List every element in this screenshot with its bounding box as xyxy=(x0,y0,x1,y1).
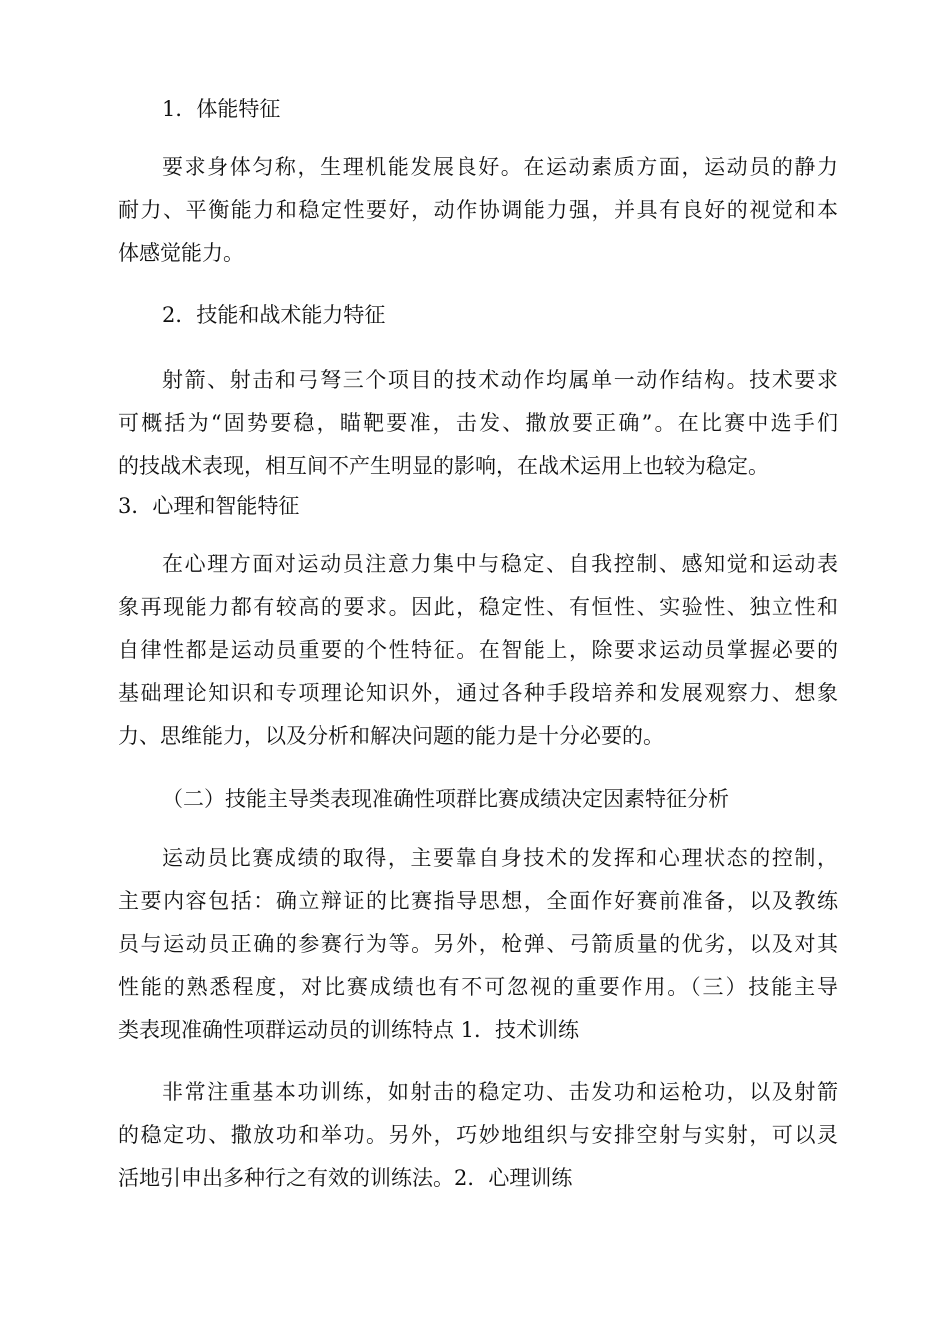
paragraph-line: 性能的熟悉程度，对比赛成绩也有不可忽视的重要作用。（三）技能主导 xyxy=(118,975,838,999)
paragraph-determinants xyxy=(118,837,838,1052)
paragraph-line: 在心理方面对运动员注意力集中与稳定、自我控制、感知觉和运动表 xyxy=(162,552,838,576)
section-heading-determinants xyxy=(118,778,838,821)
heading-skill-tactics xyxy=(118,294,838,337)
paragraph-line: 基础理论知识和专项理论知识外，通过各种手段培养和发展观察力、想象 xyxy=(118,681,838,705)
paragraph-line: 类表现准确性项群运动员的训练特点 1．技术训练 xyxy=(118,1018,580,1042)
heading-text: 1．体能特征 xyxy=(162,97,281,121)
paragraph-line: 象再现能力都有较高的要求。因此，稳定性、有恒性、实验性、独立性和 xyxy=(118,595,838,619)
paragraph-line: 耐力、平衡能力和稳定性要好，动作协调能力强，并具有良好的视觉和本 xyxy=(118,198,838,222)
paragraph-line: 主要内容包括：确立辩证的比赛指导思想，全面作好赛前准备，以及教练 xyxy=(118,889,838,913)
paragraph-line: 的技战术表现，相互间不产生明显的影响，在战术运用上也较为稳定。 xyxy=(118,454,769,478)
heading-psychology xyxy=(118,485,838,528)
paragraph-line: 自律性都是运动员重要的个性特征。在智能上，除要求运动员掌握必要的 xyxy=(118,638,838,662)
paragraph-skill-tactics xyxy=(118,359,838,488)
paragraph-line: 力、思维能力，以及分析和解决问题的能力是十分必要的。 xyxy=(118,724,664,748)
paragraph-line: 运动员比赛成绩的取得，主要靠自身技术的发挥和心理状态的控制， xyxy=(162,846,838,870)
heading-text: 2．技能和战术能力特征 xyxy=(162,303,386,327)
heading-text: （二）技能主导类表现准确性项群比赛成绩决定因素特征分析 xyxy=(162,787,729,811)
paragraph-line: 的稳定功、撒放功和举功。另外，巧妙地组织与安排空射与实射，可以灵 xyxy=(118,1123,838,1147)
paragraph-line: 非常注重基本功训练，如射击的稳定功、击发功和运枪功，以及射箭 xyxy=(162,1080,838,1104)
paragraph-line: 体感觉能力。 xyxy=(118,241,244,265)
paragraph-physical-traits xyxy=(118,146,838,275)
paragraph-line: 员与运动员正确的参赛行为等。另外，枪弹、弓箭质量的优劣，以及对其 xyxy=(118,932,838,956)
paragraph-line: 可概括为“固势要稳，瞄靶要准，击发、撒放要正确”。在比赛中选手们 xyxy=(118,411,838,435)
paragraph-line: 射箭、射击和弓弩三个项目的技术动作均属单一动作结构。技术要求 xyxy=(162,368,838,392)
heading-physical-traits xyxy=(118,88,838,131)
paragraph-psychology xyxy=(118,543,838,758)
paragraph-technique-training xyxy=(118,1071,838,1200)
heading-text: 3．心理和智能特征 xyxy=(118,494,300,518)
paragraph-line: 活地引申出多种行之有效的训练法。2．心理训练 xyxy=(118,1166,573,1190)
paragraph-line: 要求身体匀称，生理机能发展良好。在运动素质方面，运动员的静力 xyxy=(162,155,838,179)
